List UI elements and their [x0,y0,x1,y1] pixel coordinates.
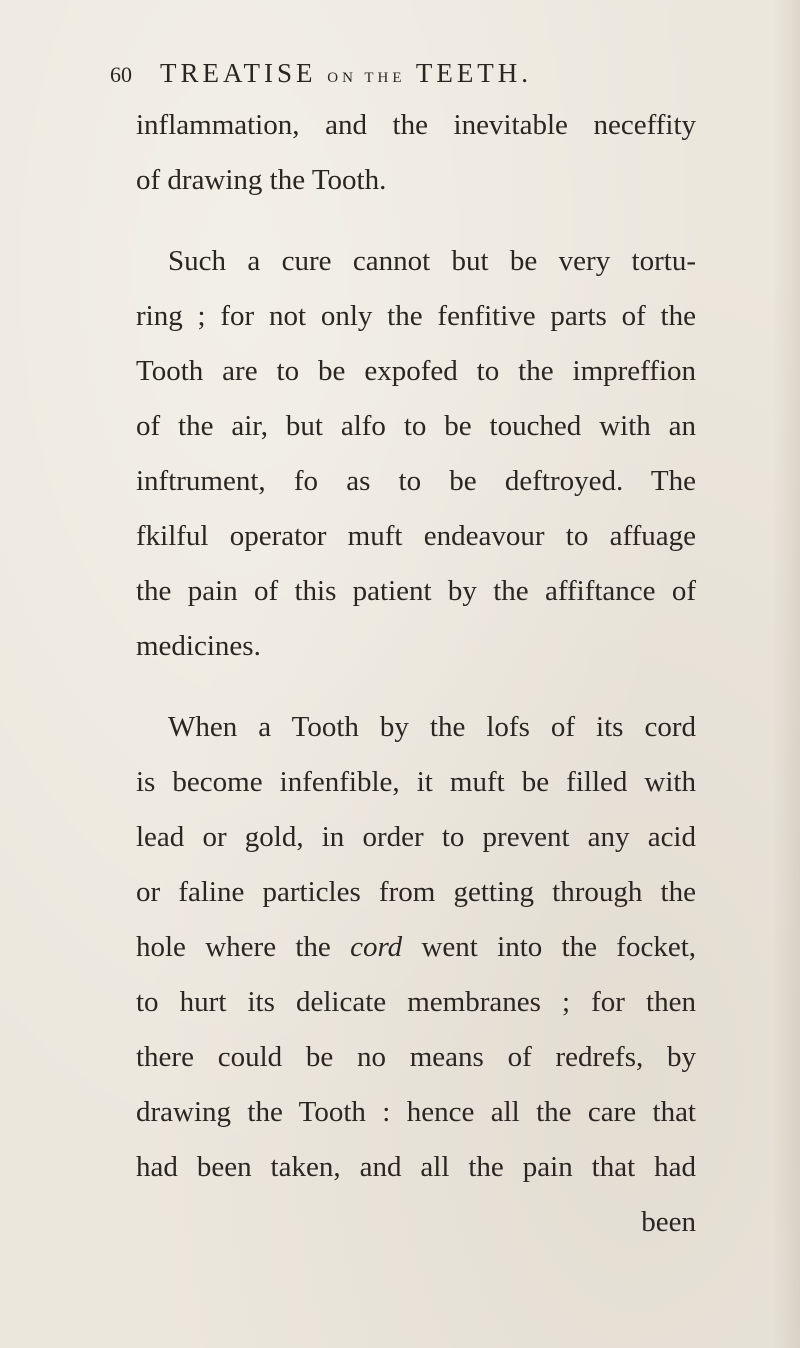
page-edge-shadow [772,0,800,1348]
page-number: 60 [110,62,132,87]
text-line: or faline particles from getting through the [136,876,696,908]
text-line-with-italic [136,920,696,975]
text-line: medicines. [136,630,261,662]
italic-word: cord [350,931,403,963]
text-line: ring ; for not only the fenfitive parts of the [136,300,696,332]
text-line: inftrument, fo as to be deftroyed. The [136,465,696,497]
text-line: drawing the Tooth : hence all the care that [136,1096,696,1128]
text-line: of the air, but alfo to be touched with an [136,410,696,442]
text-line: had been taken, and all the pain that had [136,1151,696,1183]
text-line: lead or gold, in order to prevent any acid [136,821,696,853]
text-line: there could be no means of redrefs, by [136,1041,696,1073]
text-line: When a Tooth by the lofs of its cord [168,711,696,743]
text-line: the pain of this patient by the affiftance of [136,575,696,607]
text-line: Such a cure cannot but be very tortu- [168,245,696,277]
text-line: to hurt its delicate membranes ; for then [136,986,696,1018]
text-segment: hole where the [136,931,351,963]
text-line: of drawing the Tooth. [136,164,387,196]
running-title-word-treatise: TREATISE [160,58,317,88]
running-header [110,58,730,98]
text-segment: went into the focket, [402,931,696,963]
text-line: inflammation, and the inevitable neceffity [136,109,696,141]
running-title-word-on-the: ON THE [327,70,406,86]
text-line: Tooth are to be expofed to the impreffion [136,355,696,387]
body-text [136,98,696,1250]
running-title-word-teeth: TEETH. [415,58,533,88]
text-line: fkilful operator muft endeavour to affuage [136,520,696,552]
catchword: been [641,1206,696,1238]
text-line: is become infenfible, it muft be filled with [136,766,696,798]
running-title [160,58,532,89]
